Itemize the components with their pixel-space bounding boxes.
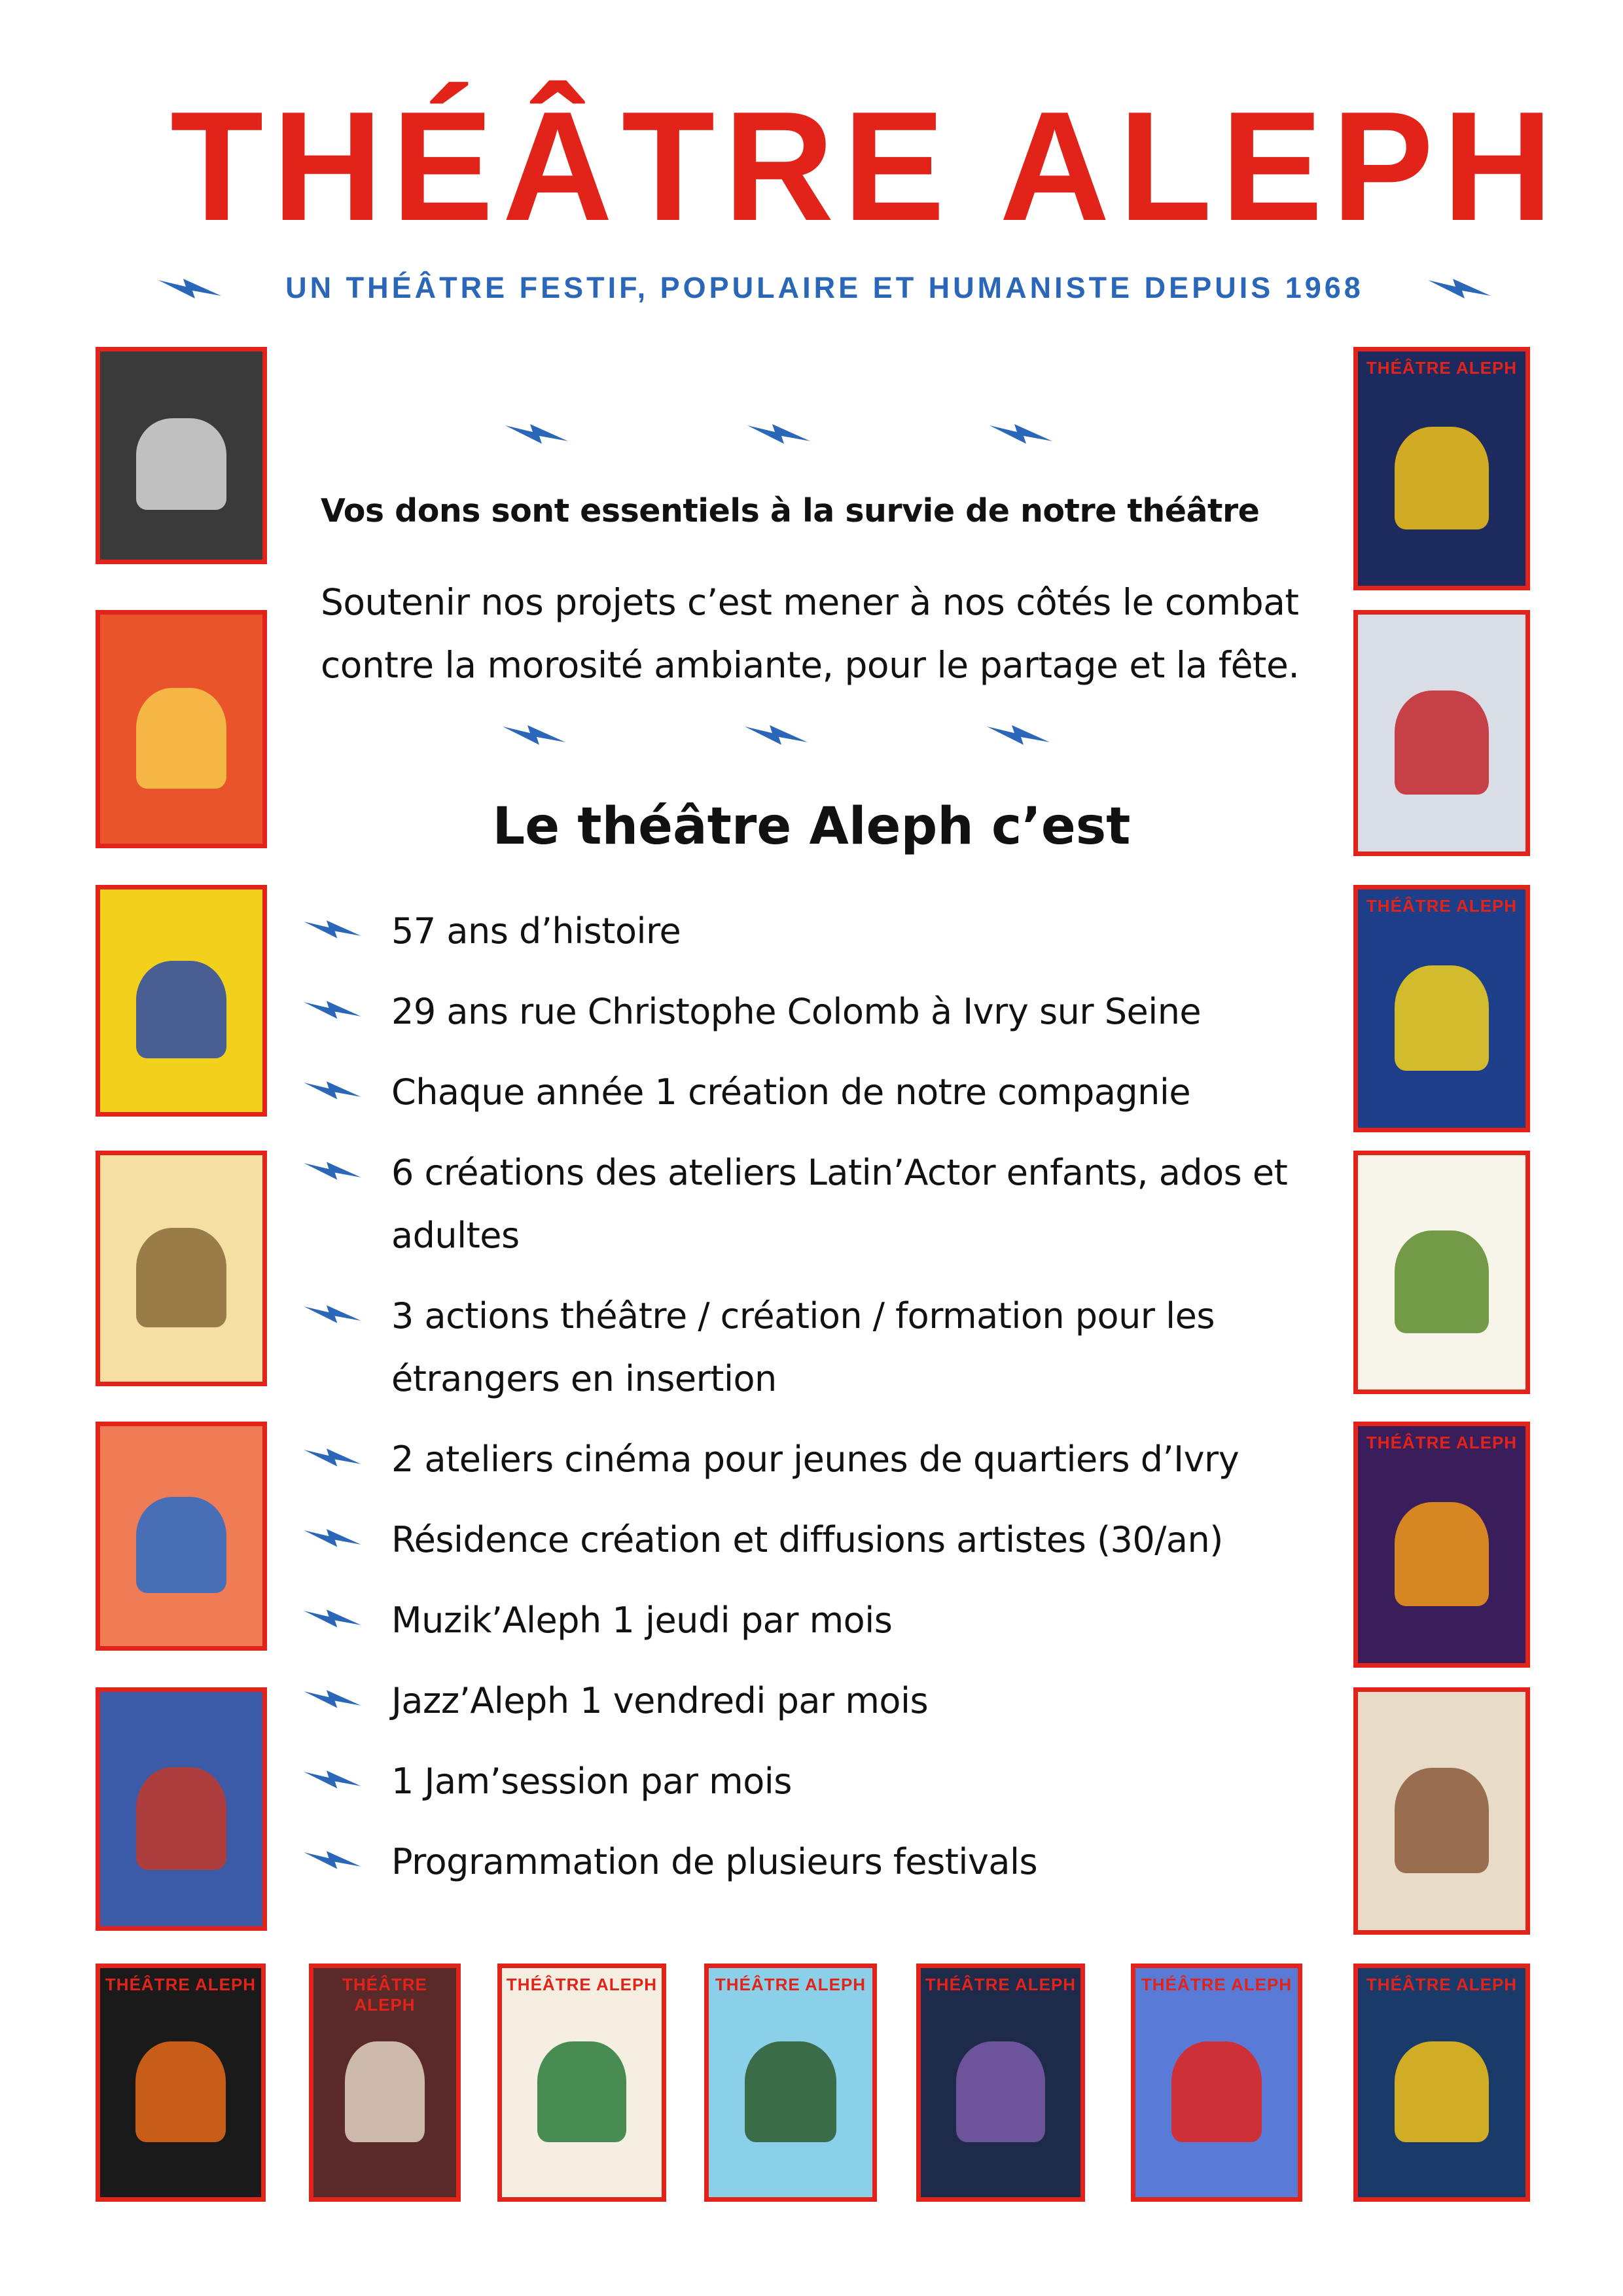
- list-item-text: Résidence création et diffusions artistes (30/an): [391, 1519, 1223, 1560]
- tagline-row: [157, 262, 1492, 314]
- poster-image: [1395, 1230, 1488, 1334]
- list-item-text: 3 actions théâtre / création / formation pour les étrangers en insertion: [391, 1295, 1215, 1399]
- poster-image: [1395, 1768, 1488, 1873]
- lightning-icon: [301, 1685, 364, 1712]
- lightning-icon: [301, 1846, 364, 1873]
- poster-cocktail-molotov: [96, 1964, 266, 2202]
- lightning-icon: [986, 720, 1051, 749]
- poster-image: [1171, 2041, 1262, 2142]
- list-item: [301, 1428, 1322, 1491]
- poster-bal-des-poetes: [1353, 1964, 1530, 2202]
- list-item: [301, 1141, 1322, 1267]
- list-item-text: 1 Jam’session par mois: [391, 1761, 792, 1802]
- ornament-row-top: [504, 419, 1054, 448]
- poster-democratie-bordel: [96, 610, 267, 848]
- poster-malinke: [96, 347, 267, 564]
- lightning-icon: [743, 720, 809, 749]
- poster-image: [537, 2041, 627, 2142]
- poster-vol-du-corbeau: [96, 1151, 267, 1386]
- poster-image: [136, 961, 227, 1059]
- poster-title: THÉÂTRE ALEPH: [925, 1975, 1077, 1994]
- tagline: UN THÉÂTRE FESTIF, POPULAIRE ET HUMANISTE DEPUIS 1968: [285, 271, 1364, 304]
- list-item-text: 6 créations des ateliers Latin’Actor enfants, ados et adultes: [391, 1152, 1288, 1256]
- poster-title: THÉÂTRE ALEPH: [342, 1975, 427, 2015]
- poster-image: [1395, 1502, 1488, 1606]
- poster-image: [345, 2041, 425, 2142]
- lightning-icon: [504, 419, 569, 448]
- poster-title: THÉÂTRE ALEPH: [1366, 1975, 1518, 1994]
- lightning-icon: [301, 1524, 364, 1551]
- lightning-icon: [301, 916, 364, 942]
- poster-he-coco: [704, 1964, 877, 2202]
- lightning-icon: [988, 419, 1054, 448]
- lightning-icon: [301, 1300, 364, 1327]
- lightning-icon: [301, 996, 364, 1022]
- poster-magie-argent: [497, 1964, 666, 2202]
- list-item-text: Chaque année 1 création de notre compagnie: [391, 1071, 1191, 1113]
- list-item: [301, 1670, 1322, 1732]
- poster-maison-accepte: [96, 1422, 267, 1651]
- lightning-icon: [501, 720, 567, 749]
- list-item-text: Muzik’Aleph 1 jeudi par mois: [391, 1600, 893, 1641]
- poster-le-criminel: [96, 1687, 267, 1931]
- poster-hasta-la-vida: [1353, 1151, 1530, 1394]
- poster-title: THÉÂTRE ALEPH: [715, 1975, 866, 1994]
- lightning-icon: [301, 1605, 364, 1631]
- poster-neruda: [1353, 610, 1530, 856]
- poster-allende: [1353, 885, 1530, 1132]
- list-item: [301, 980, 1322, 1043]
- list-item-text: Jazz’Aleph 1 vendredi par mois: [391, 1680, 929, 1721]
- list-item-text: 57 ans d’histoire: [391, 910, 681, 952]
- lightning-icon: [301, 1766, 364, 1792]
- poster-image: [1395, 427, 1488, 530]
- poster-image: [745, 2041, 836, 2142]
- list-item: [301, 900, 1322, 963]
- poster-image: [136, 418, 227, 510]
- donation-lead: Vos dons sont essentiels à la survie de notre théâtre: [321, 492, 1260, 529]
- poster-image: [136, 1497, 227, 1594]
- poster-image: [956, 2041, 1046, 2142]
- poster-image: [1395, 965, 1488, 1070]
- poster-kabaret: [1353, 1422, 1530, 1668]
- intro-paragraph: Soutenir nos projets c’est mener à nos côtés le combat contre la morosité ambiante, pour le partage et la fête.: [321, 581, 1300, 686]
- poster-title: THÉÂTRE ALEPH: [506, 1975, 658, 1994]
- poster-comme-si-de-rien: [309, 1964, 461, 2202]
- list-item: [301, 1061, 1322, 1124]
- poster-image: [135, 2041, 226, 2142]
- poster-title: THÉÂTRE ALEPH: [1366, 358, 1518, 378]
- poster-title: THÉÂTRE ALEPH: [105, 1975, 257, 1994]
- poster-nebuleuse-vie: [96, 885, 267, 1117]
- list-item-text: 2 ateliers cinéma pour jeunes de quartiers d’Ivry: [391, 1439, 1240, 1480]
- list-item: [301, 1285, 1322, 1410]
- poster-image: [1395, 691, 1488, 795]
- lightning-icon: [301, 1077, 364, 1103]
- lightning-icon: [157, 274, 223, 302]
- lightning-icon: [301, 1444, 364, 1470]
- poster-title: THÉÂTRE ALEPH: [1366, 896, 1518, 916]
- list-item-text: 29 ans rue Christophe Colomb à Ivry sur Seine: [391, 991, 1202, 1032]
- poster-tignous: [1131, 1964, 1302, 2202]
- list-item: [301, 1589, 1322, 1652]
- poster-mateluna: [1353, 347, 1530, 590]
- poster-image: [136, 1228, 227, 1327]
- lightning-icon: [301, 1157, 364, 1183]
- list-item: [301, 1750, 1322, 1813]
- poster-image: [136, 1767, 227, 1871]
- facts-list: [301, 900, 1322, 1911]
- poster-title: THÉÂTRE ALEPH: [1366, 1433, 1518, 1452]
- page-title: THÉÂTRE ALEPH: [170, 80, 1562, 253]
- lightning-icon: [1427, 274, 1492, 302]
- list-item-text: Programmation de plusieurs festivals: [391, 1841, 1038, 1882]
- poster-democratie-peur: [916, 1964, 1085, 2202]
- section-title: Le théâtre Aleph c’est: [492, 797, 1131, 856]
- poster-image: [1395, 2041, 1488, 2142]
- list-item: [301, 1831, 1322, 1893]
- poster-title: THÉÂTRE ALEPH: [1141, 1975, 1293, 1994]
- ornament-row-middle: [501, 720, 1051, 749]
- lightning-icon: [746, 419, 812, 448]
- list-item: [301, 1509, 1322, 1571]
- poster-le-che: [1353, 1687, 1530, 1935]
- poster-image: [136, 688, 227, 789]
